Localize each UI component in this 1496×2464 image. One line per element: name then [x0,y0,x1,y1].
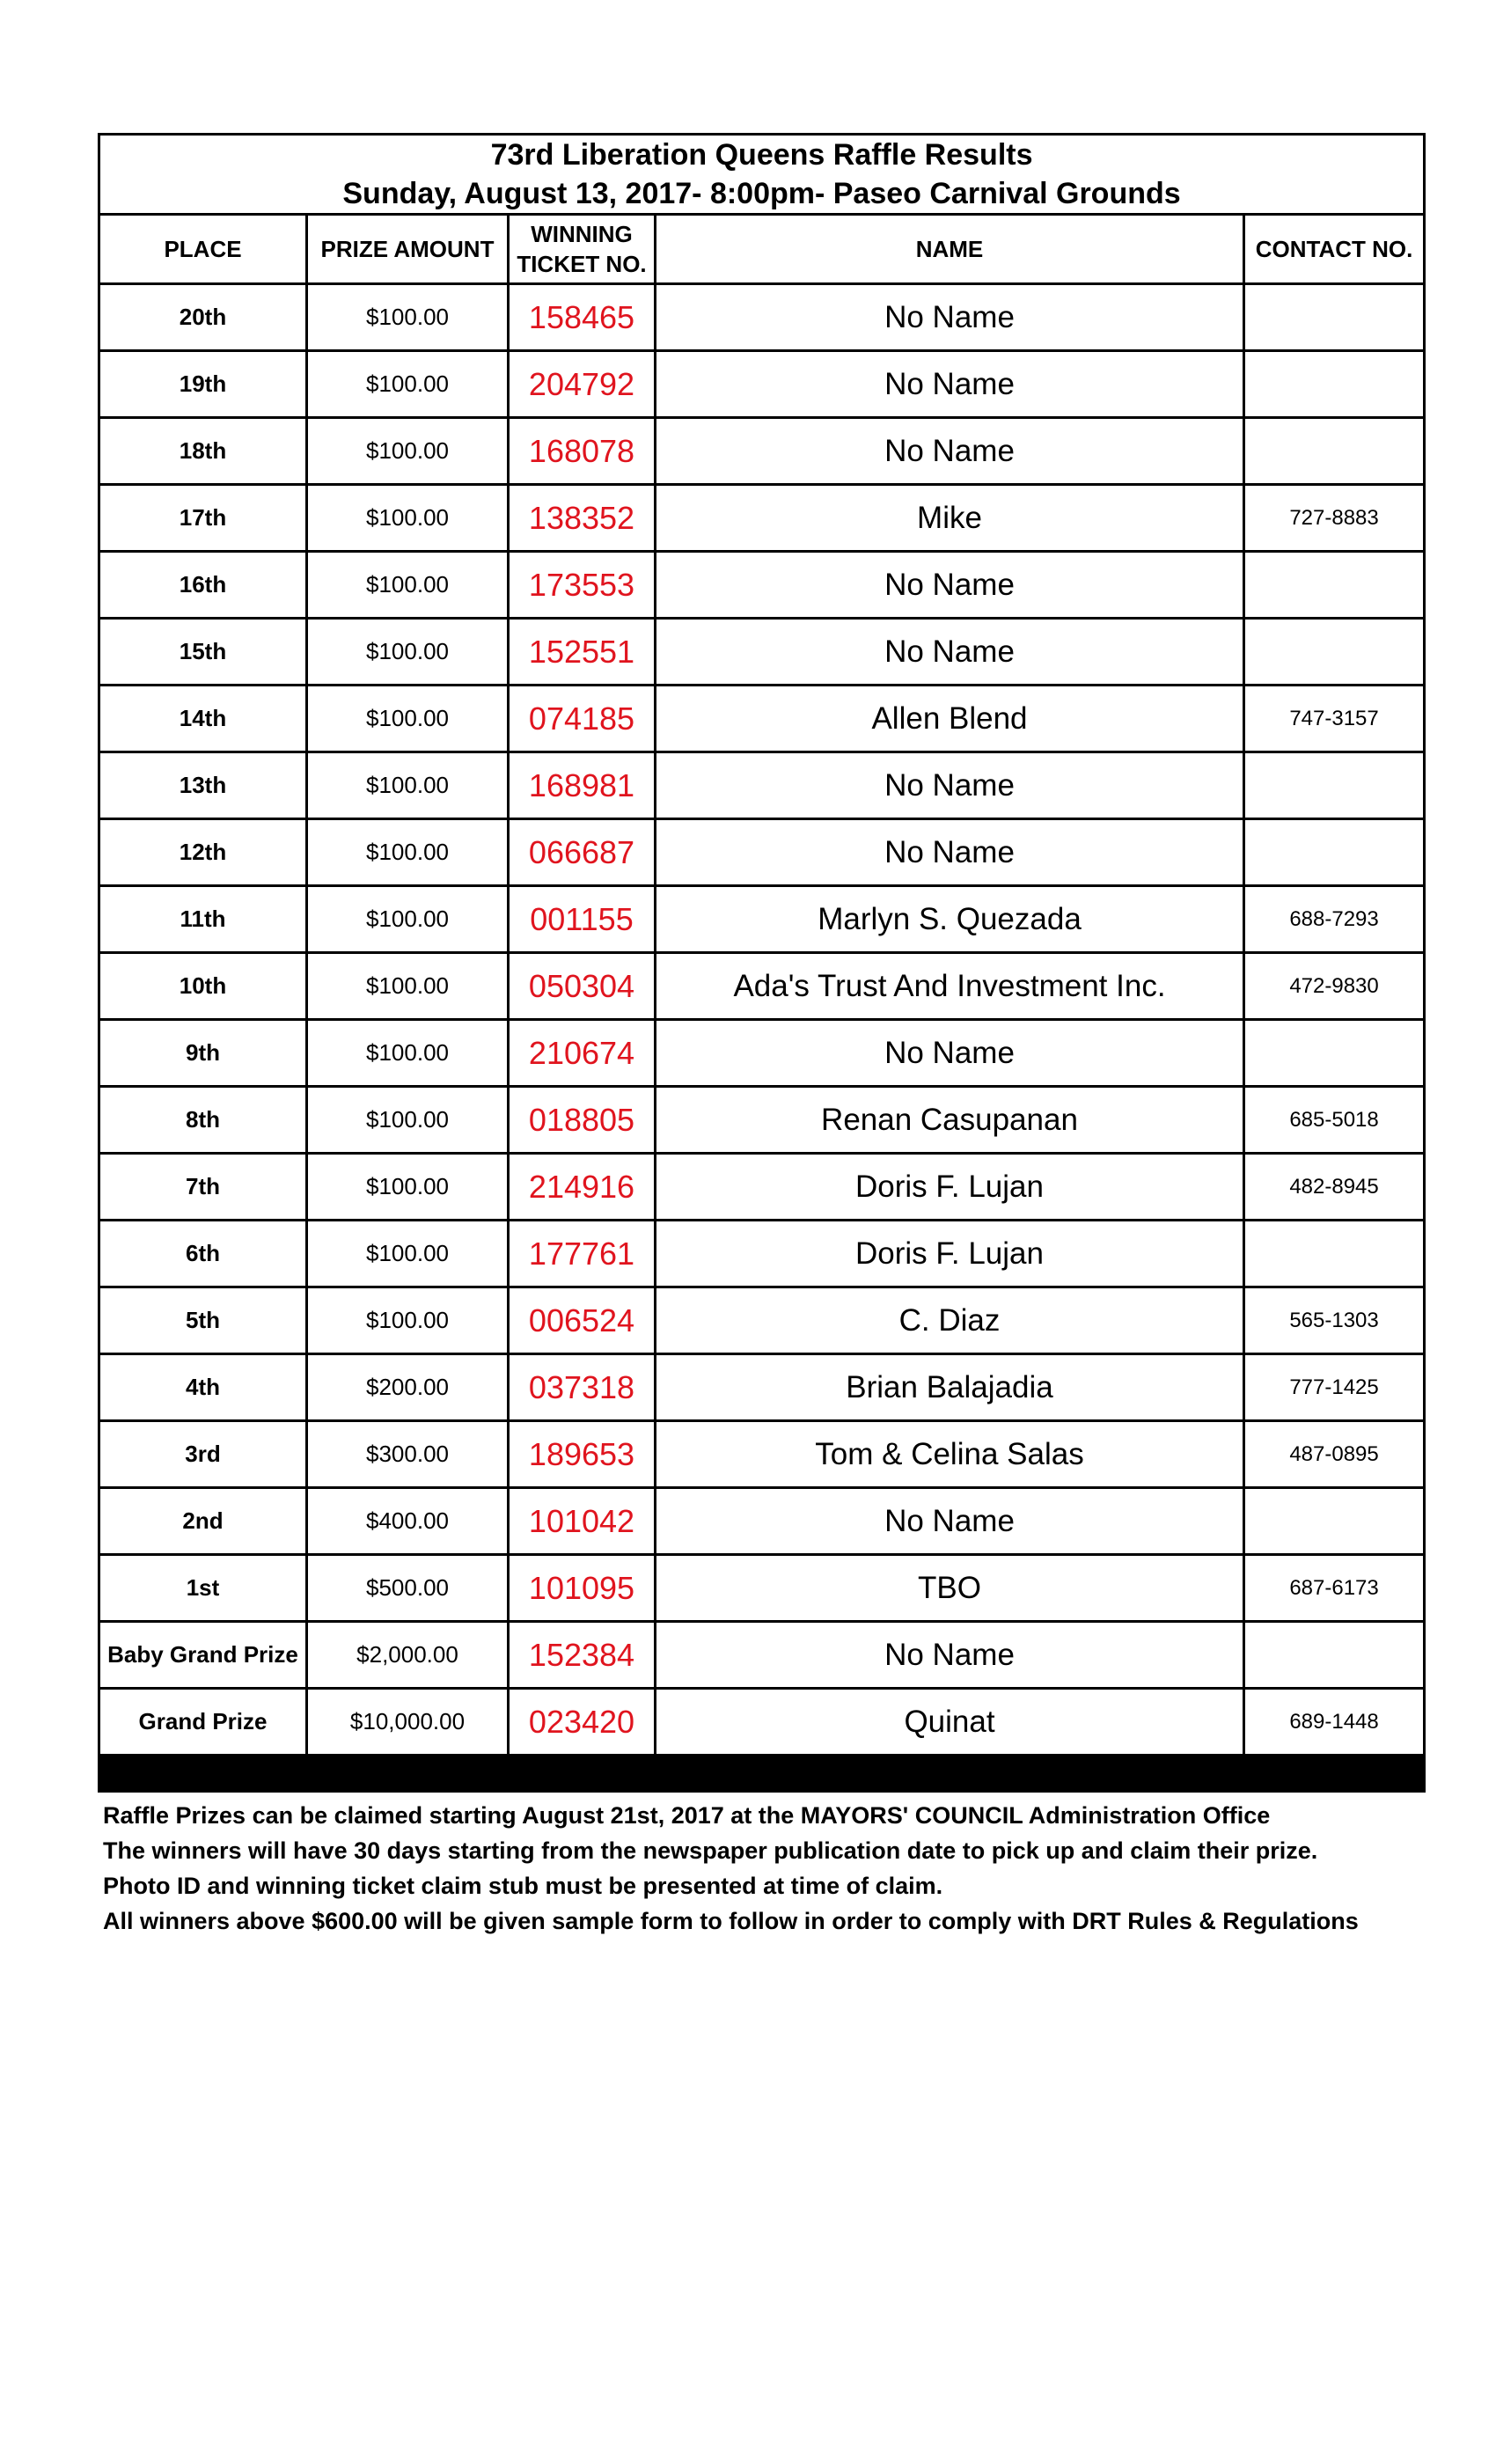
prize-amount-cell: $100.00 [307,953,509,1020]
winner-name-cell: Allen Blend [656,686,1244,752]
winning-ticket-cell: 152384 [509,1622,656,1689]
column-header-winning-ticket [509,215,656,284]
contact-number-cell [1244,1221,1425,1287]
contact-number-cell: 688-7293 [1244,886,1425,953]
column-header-name: NAME [656,215,1244,284]
table-title [99,135,1425,215]
winning-ticket-cell: 168078 [509,418,656,485]
table-row [99,1354,1425,1421]
prize-amount-cell: $100.00 [307,1154,509,1221]
winning-ticket-cell: 023420 [509,1689,656,1756]
contact-number-cell [1244,1488,1425,1555]
winner-name-cell: No Name [656,1488,1244,1555]
contact-number-cell: 565-1303 [1244,1287,1425,1354]
place-cell: 2nd [99,1488,307,1555]
claim-notes [98,1798,1423,1939]
contact-number-cell: 472-9830 [1244,953,1425,1020]
winner-name-cell: Doris F. Lujan [656,1154,1244,1221]
winner-name-cell: Marlyn S. Quezada [656,886,1244,953]
column-header-contact: CONTACT NO. [1244,215,1425,284]
contact-number-cell [1244,1622,1425,1689]
table-row [99,819,1425,886]
table-row [99,1488,1425,1555]
column-header-place: PLACE [99,215,307,284]
prize-amount-cell: $100.00 [307,552,509,619]
winner-name-cell: Brian Balajadia [656,1354,1244,1421]
prize-amount-cell: $100.00 [307,1221,509,1287]
contact-number-cell [1244,1020,1425,1087]
note-line: All winners above $600.00 will be given sample form to follow in order to comply with DRT Rules & Regulations [103,1908,1359,1934]
results-body [99,284,1425,1756]
prize-amount-cell: $500.00 [307,1555,509,1622]
prize-amount-cell: $100.00 [307,686,509,752]
note-line: Raffle Prizes can be claimed starting August 21st, 2017 at the MAYORS' COUNCIL Administration Office [103,1802,1271,1829]
winner-name-cell: Mike [656,485,1244,552]
prize-amount-cell: $100.00 [307,886,509,953]
note-line: Photo ID and winning ticket claim stub must be presented at time of claim. [103,1873,943,1899]
winning-ticket-cell: 066687 [509,819,656,886]
winner-name-cell: No Name [656,752,1244,819]
winner-name-cell: No Name [656,552,1244,619]
prize-amount-cell: $100.00 [307,619,509,686]
place-cell: 17th [99,485,307,552]
table-row [99,1689,1425,1756]
contact-number-cell [1244,284,1425,351]
place-cell: 16th [99,552,307,619]
table-row [99,1622,1425,1689]
winner-name-cell: Doris F. Lujan [656,1221,1244,1287]
table-row [99,1287,1425,1354]
contact-number-cell: 487-0895 [1244,1421,1425,1488]
table-row [99,1555,1425,1622]
prize-amount-cell: $100.00 [307,819,509,886]
table-row [99,418,1425,485]
place-cell: Grand Prize [99,1689,307,1756]
winner-name-cell: No Name [656,1622,1244,1689]
place-cell: 4th [99,1354,307,1421]
contact-number-cell: 747-3157 [1244,686,1425,752]
prize-amount-cell: $100.00 [307,1287,509,1354]
place-cell: 1st [99,1555,307,1622]
winning-ticket-cell: 018805 [509,1087,656,1154]
contact-number-cell [1244,819,1425,886]
prize-amount-cell: $100.00 [307,284,509,351]
place-cell: 11th [99,886,307,953]
winning-ticket-cell: 101095 [509,1555,656,1622]
header-row [99,215,1425,284]
column-header-ticket-line-2: TICKET NO. [517,251,647,277]
winner-name-cell: No Name [656,619,1244,686]
place-cell: 5th [99,1287,307,1354]
contact-number-cell: 687-6173 [1244,1555,1425,1622]
winner-name-cell: Tom & Celina Salas [656,1421,1244,1488]
winning-ticket-cell: 189653 [509,1421,656,1488]
prize-amount-cell: $100.00 [307,418,509,485]
winning-ticket-cell: 210674 [509,1020,656,1087]
winning-ticket-cell: 001155 [509,886,656,953]
table-row [99,1221,1425,1287]
place-cell: 18th [99,418,307,485]
table-row [99,351,1425,418]
contact-number-cell [1244,351,1425,418]
contact-number-cell [1244,619,1425,686]
column-header-prize-amount: PRIZE AMOUNT [307,215,509,284]
prize-amount-cell: $100.00 [307,1087,509,1154]
place-cell: 8th [99,1087,307,1154]
winning-ticket-cell: 177761 [509,1221,656,1287]
winning-ticket-cell: 138352 [509,485,656,552]
title-line-2: Sunday, August 13, 2017- 8:00pm- Paseo Carnival Grounds [342,177,1181,210]
table-row [99,752,1425,819]
contact-number-cell [1244,552,1425,619]
winner-name-cell: Ada's Trust And Investment Inc. [656,953,1244,1020]
contact-number-cell: 482-8945 [1244,1154,1425,1221]
table-row [99,1421,1425,1488]
place-cell: 12th [99,819,307,886]
winning-ticket-cell: 173553 [509,552,656,619]
table-row [99,953,1425,1020]
raffle-results-sheet [98,133,1423,1939]
prize-amount-cell: $200.00 [307,1354,509,1421]
prize-amount-cell: $100.00 [307,752,509,819]
table-row [99,552,1425,619]
place-cell: 9th [99,1020,307,1087]
winner-name-cell: C. Diaz [656,1287,1244,1354]
winning-ticket-cell: 168981 [509,752,656,819]
title-line-1: 73rd Liberation Queens Raffle Results [490,138,1033,172]
winning-ticket-cell: 037318 [509,1354,656,1421]
footer-bar-cell [99,1756,1425,1792]
table-row [99,1020,1425,1087]
place-cell: 10th [99,953,307,1020]
prize-amount-cell: $100.00 [307,485,509,552]
winning-ticket-cell: 158465 [509,284,656,351]
table-row [99,686,1425,752]
place-cell: 14th [99,686,307,752]
winning-ticket-cell: 006524 [509,1287,656,1354]
place-cell: 7th [99,1154,307,1221]
prize-amount-cell: $10,000.00 [307,1689,509,1756]
winner-name-cell: No Name [656,1020,1244,1087]
contact-number-cell: 689-1448 [1244,1689,1425,1756]
winner-name-cell: No Name [656,284,1244,351]
winner-name-cell: No Name [656,351,1244,418]
prize-amount-cell: $2,000.00 [307,1622,509,1689]
place-cell: 15th [99,619,307,686]
contact-number-cell: 727-8883 [1244,485,1425,552]
prize-amount-cell: $400.00 [307,1488,509,1555]
place-cell: 13th [99,752,307,819]
winner-name-cell: No Name [656,418,1244,485]
winning-ticket-cell: 214916 [509,1154,656,1221]
table-row [99,1154,1425,1221]
place-cell: 6th [99,1221,307,1287]
column-header-ticket-line-1: WINNING [531,221,633,247]
winning-ticket-cell: 204792 [509,351,656,418]
winning-ticket-cell: 101042 [509,1488,656,1555]
place-cell: 19th [99,351,307,418]
place-cell: 20th [99,284,307,351]
contact-number-cell [1244,418,1425,485]
winning-ticket-cell: 074185 [509,686,656,752]
prize-amount-cell: $300.00 [307,1421,509,1488]
contact-number-cell [1244,752,1425,819]
contact-number-cell: 777-1425 [1244,1354,1425,1421]
winning-ticket-cell: 050304 [509,953,656,1020]
winner-name-cell: Quinat [656,1689,1244,1756]
prize-amount-cell: $100.00 [307,1020,509,1087]
table-row [99,284,1425,351]
table-row [99,485,1425,552]
prize-amount-cell: $100.00 [307,351,509,418]
table-row [99,886,1425,953]
winner-name-cell: No Name [656,819,1244,886]
place-cell: 3rd [99,1421,307,1488]
note-line: The winners will have 30 days starting from the newspaper publication date to pick up and claim their prize. [103,1837,1318,1864]
winner-name-cell: TBO [656,1555,1244,1622]
table-row [99,619,1425,686]
winning-ticket-cell: 152551 [509,619,656,686]
table-footer-bar [99,1756,1425,1792]
place-cell: Baby Grand Prize [99,1622,307,1689]
results-table [98,133,1426,1793]
winner-name-cell: Renan Casupanan [656,1087,1244,1154]
table-row [99,1087,1425,1154]
contact-number-cell: 685-5018 [1244,1087,1425,1154]
title-row [99,135,1425,215]
